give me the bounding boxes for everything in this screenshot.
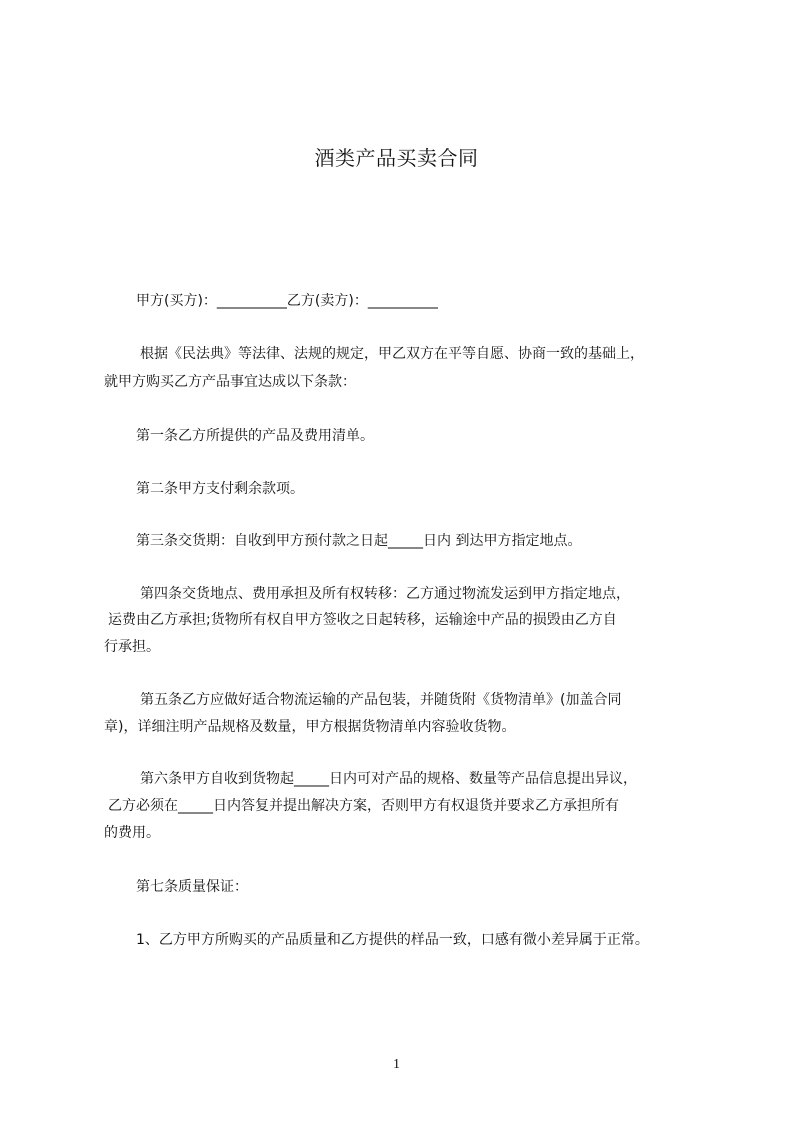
article-4-line-3: 行承担。 — [104, 639, 160, 655]
article-5-line-1: 第五条乙方应做好适合物流运输的产品包装，并随货附《货物清单》(加盖合同 — [140, 692, 622, 708]
contract-title: 酒类产品买卖合同 — [314, 146, 479, 170]
preamble-line-2: 就甲方购买乙方产品事宜达成以下条款： — [104, 374, 356, 390]
article-6-line-1: 第六条甲方自收到货物起_____日内可对产品的规格、数量等产品信息提出异议， — [140, 771, 637, 787]
preamble-line-1: 根据《民法典》等法律、法规的规定，甲乙双方在平等自愿、协商一致的基础上， — [140, 346, 644, 362]
article-2: 第二条甲方支付剩余款项。 — [136, 481, 304, 497]
article-7-item-1: 1、乙方甲方所购买的产品质量和乙方提供的样品一致，口感有微小差异属于正常。 — [136, 932, 649, 948]
article-6-line-2: 乙方必须在_____日内答复并提出解决方案，否则甲方有权退货并要求乙方承担所有 — [108, 798, 619, 814]
article-4-line-2: 运费由乙方承担;货物所有权自甲方签收之日起转移，运输途中产品的损毁由乙方自 — [108, 612, 617, 628]
parties-line: 甲方(买方)：__________乙方(卖方)：__________ — [136, 293, 438, 309]
article-3: 第三条交货期：自收到甲方预付款之日起_____日内 到达甲方指定地点。 — [136, 533, 582, 549]
article-4-line-1: 第四条交货地点、费用承担及所有权转移：乙方通过物流发运到甲方指定地点， — [140, 586, 630, 602]
page-number: 1 — [393, 1057, 400, 1072]
article-5-line-2: 章)，详细注明产品规格及数量，甲方根据货物清单内容验收货物。 — [104, 719, 516, 735]
article-7: 第七条质量保证： — [136, 879, 248, 895]
article-6-line-3: 的费用。 — [104, 825, 160, 841]
article-1: 第一条乙方所提供的产品及费用清单。 — [136, 428, 374, 444]
